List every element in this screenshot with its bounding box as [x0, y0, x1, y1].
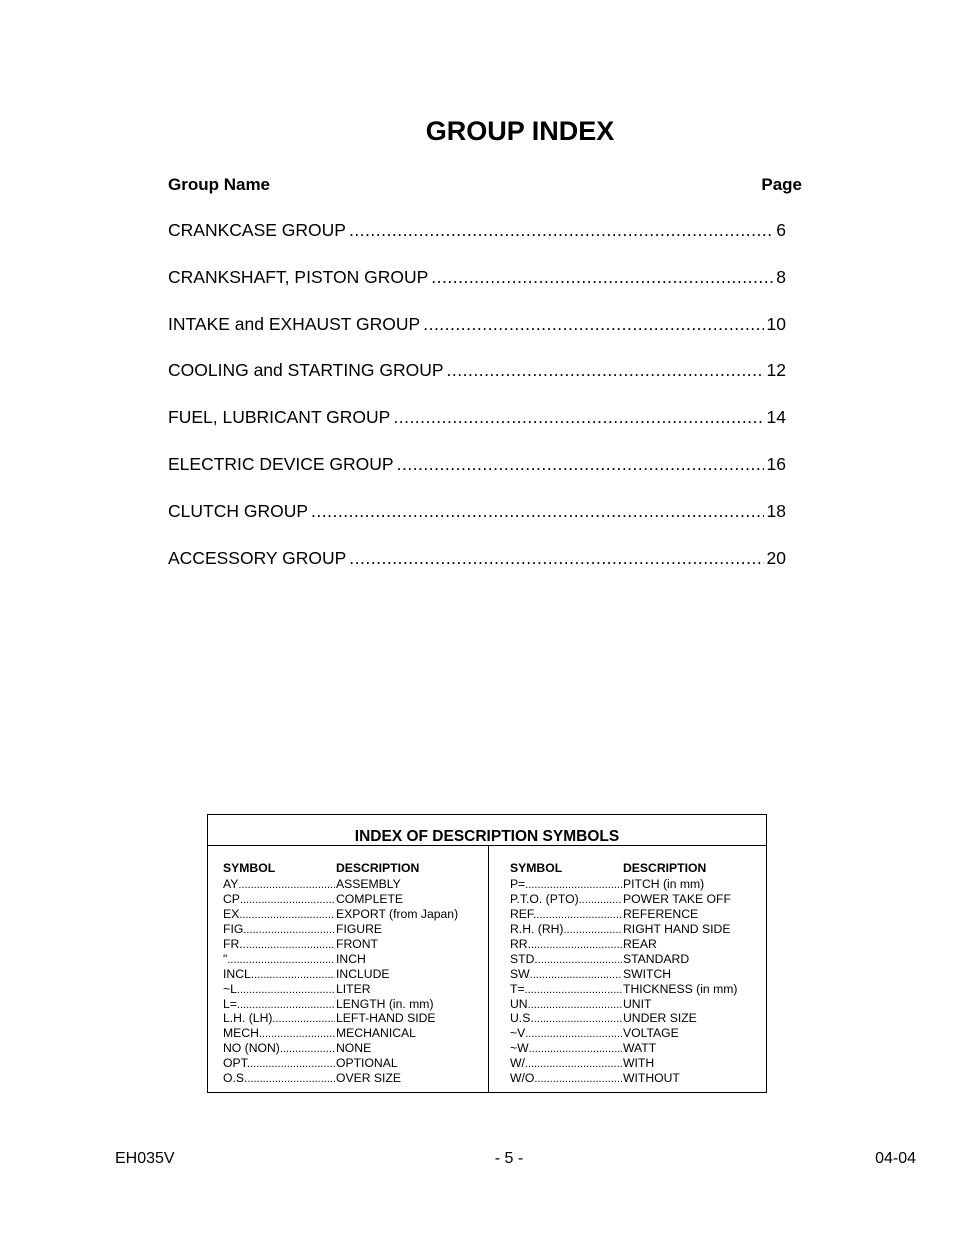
dot-leader [579, 892, 622, 907]
symbol-description: WITHOUT [623, 1071, 680, 1086]
symbol-abbr: INCL. [223, 966, 255, 981]
symbol-row [223, 1026, 458, 1041]
symbol-description: ASSEMBLY [336, 877, 401, 891]
symbols-box-title: INDEX OF DESCRIPTION SYMBOLS [208, 815, 766, 846]
symbol-abbr-cell [223, 1026, 335, 1041]
symbol-abbr-cell [223, 907, 335, 922]
dot-leader [528, 997, 622, 1012]
dot-leader [423, 314, 763, 335]
dot-leader [272, 1011, 335, 1026]
symbol-abbr-cell [223, 997, 335, 1012]
toc-entry-page: 8 [776, 266, 786, 287]
toc-entry-name: CRANKCASE GROUP [168, 220, 346, 240]
toc-entry-name: INTAKE and EXHAUST GROUP [168, 313, 421, 334]
toc-entry-page: 18 [766, 500, 786, 521]
symbol-abbr-cell [223, 1041, 335, 1056]
toc-entry-page: 12 [766, 360, 786, 381]
symbol-abbr-cell [510, 997, 622, 1012]
page-title: GROUP INDEX [425, 116, 615, 146]
dot-leader [240, 892, 335, 907]
symbol-row [510, 1026, 737, 1041]
symbol-abbr: W/O [510, 1071, 535, 1086]
dot-leader [280, 1041, 335, 1056]
symbol-description: EXPORT (from Japan) [336, 906, 459, 921]
toc-entry-page: 14 [766, 407, 786, 428]
symbol-row [223, 907, 458, 922]
symbol-description: COMPLETE [336, 891, 404, 906]
symbol-rows-right [510, 877, 737, 1086]
toc-entry[interactable] [168, 548, 786, 595]
symbol-abbr: " [223, 951, 228, 966]
symbol-row [510, 1041, 737, 1056]
symbol-abbr: UN [510, 996, 528, 1011]
dot-leader [311, 501, 764, 522]
symbol-abbr-cell [510, 1071, 622, 1086]
footer-date: 04-04 [875, 1150, 916, 1167]
symbol-row [223, 997, 458, 1012]
toc-entry-page: 6 [776, 220, 786, 240]
symbol-description: VOLTAGE [623, 1026, 679, 1041]
symbol-description: RIGHT HAND SIDE [623, 921, 731, 936]
symbol-abbr: CP [223, 891, 240, 906]
group-name-header: Group Name [168, 175, 271, 194]
dot-leader [525, 982, 622, 997]
symbol-abbr-cell [223, 937, 335, 952]
symbol-abbr-cell [510, 1026, 622, 1041]
symbol-row [223, 1041, 458, 1056]
dot-leader [447, 360, 764, 381]
symbol-abbr-cell [510, 877, 622, 892]
symbol-abbr-cell [223, 1011, 335, 1026]
dot-leader [227, 952, 335, 967]
symbols-column-header [510, 861, 737, 877]
symbol-abbr-cell [223, 952, 335, 967]
symbol-row [510, 922, 737, 937]
symbol-rows-left [223, 877, 458, 1086]
symbol-description: POWER TAKE OFF [623, 891, 731, 906]
symbol-description: LENGTH (in. mm) [336, 996, 434, 1011]
symbol-abbr-cell [223, 1056, 335, 1071]
symbol-abbr-cell [510, 907, 622, 922]
dot-leader [254, 967, 335, 982]
symbol-description: MECHANICAL [336, 1026, 416, 1041]
symbol-description: REAR [623, 936, 657, 951]
toc-entry[interactable] [168, 407, 786, 454]
symbol-abbr: P.T.O. (PTO) [510, 891, 579, 906]
symbol-abbr-cell [510, 952, 622, 967]
symbol-abbr-cell [510, 982, 622, 997]
symbol-abbr-cell [510, 1041, 622, 1056]
symbol-abbr: ~W [510, 1041, 529, 1056]
symbol-description: UNIT [623, 996, 652, 1011]
symbol-abbr-cell [223, 967, 335, 982]
symbols-column-right [510, 861, 737, 1086]
symbol-abbr-cell [223, 982, 335, 997]
toc-entry-name: FUEL, LUBRICANT GROUP [168, 407, 391, 428]
symbol-abbr: R.H. (RH) [510, 921, 564, 936]
symbol-abbr: L= [223, 996, 237, 1011]
symbol-abbr-cell [510, 1056, 622, 1071]
description-symbols-box [207, 814, 767, 1093]
symbol-abbr: OPT. [223, 1056, 251, 1071]
symbol-description: PITCH (in mm) [623, 877, 705, 891]
symbol-row [510, 967, 737, 982]
symbol-abbr: L.H. (LH) [223, 1011, 273, 1026]
dot-leader [534, 1011, 622, 1026]
symbol-abbr-cell [223, 1071, 335, 1086]
dot-leader [349, 548, 763, 569]
symbol-abbr: STD. [510, 951, 538, 966]
dot-leader [530, 967, 622, 982]
symbol-abbr: ~V [510, 1026, 526, 1041]
symbol-abbr-cell [223, 877, 335, 892]
toc-entry-name: ACCESSORY GROUP [168, 547, 347, 568]
symbol-row [223, 1011, 458, 1026]
page-header: Page [761, 175, 802, 194]
symbol-row [510, 937, 737, 952]
symbol-description: LITER [336, 981, 371, 996]
dot-leader [431, 267, 773, 288]
symbol-abbr: FIG [223, 921, 244, 936]
dot-leader [525, 1056, 622, 1071]
symbol-abbr-cell [510, 922, 622, 937]
symbol-description: REFERENCE [623, 906, 699, 921]
symbol-description: FIGURE [336, 921, 383, 936]
symbol-abbr: MECH [223, 1026, 259, 1041]
symbol-abbr: U.S. [510, 1011, 534, 1026]
symbol-header: SYMBOL [223, 861, 276, 875]
symbol-row [510, 1011, 737, 1026]
symbol-row [223, 922, 458, 937]
symbol-abbr: P= [510, 877, 526, 891]
footer-page-number: - 5 - [494, 1150, 524, 1167]
symbol-description: SWITCH [623, 966, 672, 981]
symbol-row [223, 937, 458, 952]
dot-leader [247, 1071, 335, 1086]
symbol-description: UNDER SIZE [623, 1011, 697, 1026]
symbol-abbr: AY [223, 877, 239, 891]
symbol-abbr-cell [510, 967, 622, 982]
dot-leader [538, 952, 622, 967]
toc-entry-page: 10 [766, 313, 786, 334]
symbol-description: LEFT-HAND SIDE [336, 1011, 436, 1026]
symbol-row [510, 1056, 737, 1071]
toc-entry-page: 16 [766, 453, 786, 474]
symbol-header: SYMBOL [510, 861, 563, 875]
dot-leader [536, 907, 622, 922]
description-header: DESCRIPTION [336, 861, 420, 875]
dot-leader [563, 922, 622, 937]
footer-model: EH035V [115, 1150, 175, 1167]
dot-leader [237, 982, 335, 997]
symbol-description: WITH [623, 1056, 655, 1071]
symbol-abbr-cell [510, 937, 622, 952]
dot-leader [243, 922, 335, 937]
symbols-column-header [223, 861, 458, 877]
symbol-description: FRONT [336, 936, 378, 951]
toc-entry[interactable] [168, 314, 786, 361]
symbol-row [223, 952, 458, 967]
symbol-description: WATT [623, 1041, 657, 1056]
toc-entry-page: 20 [766, 547, 786, 568]
symbol-abbr: O.S. [223, 1071, 248, 1086]
dot-leader [243, 937, 335, 952]
toc-entry[interactable] [168, 454, 786, 501]
symbol-description: THICKNESS (in mm) [623, 981, 738, 996]
symbol-abbr-cell [510, 892, 622, 907]
toc-entry[interactable] [168, 501, 786, 548]
symbol-description: OVER SIZE [336, 1071, 402, 1086]
toc-entry-name: COOLING and STARTING GROUP [168, 360, 444, 381]
symbol-row [510, 877, 737, 892]
toc-entry[interactable] [168, 220, 786, 267]
symbol-abbr: T= [510, 981, 525, 996]
dot-leader [259, 1026, 335, 1041]
symbol-abbr-cell [510, 1011, 622, 1026]
dot-leader [525, 877, 622, 892]
toc-entry[interactable] [168, 267, 786, 314]
symbol-row [223, 967, 458, 982]
toc-entry-name: ELECTRIC DEVICE GROUP [168, 453, 394, 474]
symbol-abbr: NO (NON) [223, 1041, 280, 1056]
dot-leader [349, 220, 773, 241]
symbol-row [510, 1071, 737, 1086]
group-index-list [168, 220, 786, 594]
symbol-abbr: ~L [223, 981, 237, 996]
symbol-description: OPTIONAL [336, 1056, 398, 1071]
symbol-row [510, 952, 737, 967]
dot-leader [238, 877, 335, 892]
symbol-row [510, 997, 737, 1012]
symbol-description: STANDARD [623, 951, 690, 966]
symbol-abbr-cell [223, 922, 335, 937]
symbol-abbr: REF. [510, 906, 537, 921]
dot-leader [250, 1056, 335, 1071]
symbol-description: NONE [336, 1041, 372, 1056]
symbol-description: INCLUDE [336, 966, 390, 981]
symbol-abbr: EX [223, 906, 240, 921]
symbols-column-left [223, 861, 458, 1086]
symbol-abbr: W/ [510, 1056, 525, 1071]
dot-leader [393, 407, 763, 428]
dot-leader [239, 907, 335, 922]
description-header: DESCRIPTION [623, 861, 707, 875]
toc-entry-name: CRANKSHAFT, PISTON GROUP [168, 266, 429, 287]
column-divider [488, 846, 489, 1092]
symbol-row [223, 1071, 458, 1086]
dot-leader [397, 454, 764, 475]
symbol-row [223, 877, 458, 892]
toc-entry-name: CLUTCH GROUP [168, 500, 309, 521]
dot-leader [525, 1026, 622, 1041]
toc-entry[interactable] [168, 360, 786, 407]
symbol-row [510, 907, 737, 922]
symbol-abbr-cell [223, 892, 335, 907]
dot-leader [534, 1071, 622, 1086]
symbol-row [510, 892, 737, 907]
symbol-row [223, 982, 458, 997]
symbol-row [510, 982, 737, 997]
symbol-abbr: SW [510, 966, 530, 981]
symbol-abbr: FR. [223, 936, 243, 951]
symbol-abbr: RR. [510, 936, 531, 951]
symbol-row [223, 1056, 458, 1071]
dot-leader [237, 997, 335, 1012]
dot-leader [529, 1041, 622, 1056]
symbol-row [223, 892, 458, 907]
symbol-description: INCH [336, 951, 366, 966]
dot-leader [531, 937, 622, 952]
